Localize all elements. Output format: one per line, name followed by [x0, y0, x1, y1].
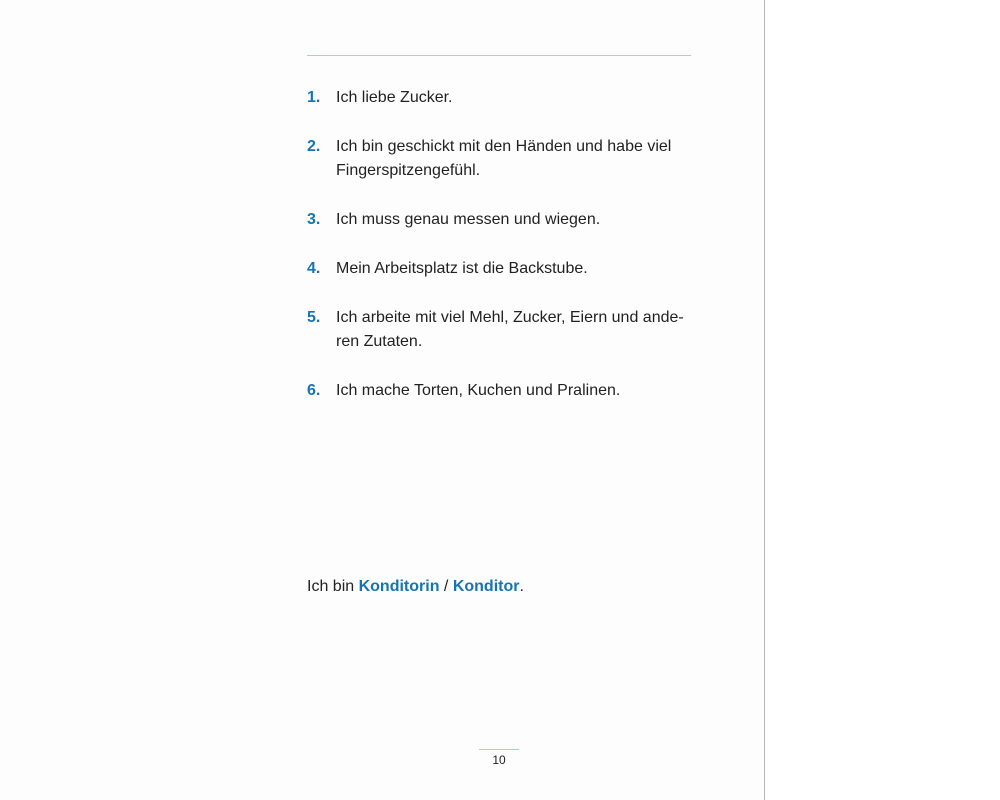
statement-text: Ich mache Torten, Kuchen und Pralinen.	[336, 382, 621, 399]
answer-suffix: .	[519, 578, 524, 595]
statement-number: 3.	[307, 211, 321, 228]
answer-term-female: Konditorin	[358, 578, 440, 595]
statement-item	[307, 86, 707, 110]
statement-item	[307, 135, 707, 183]
statement-item	[307, 379, 707, 403]
statement-text: Ich muss genau messen und wiegen.	[336, 211, 601, 228]
statement-text: Ich arbeite mit viel Mehl, Zucker, Eiern und ande- ren Zutaten.	[336, 309, 684, 350]
statement-item	[307, 257, 707, 281]
statement-item	[307, 306, 707, 354]
right-margin	[765, 0, 1000, 800]
statement-text: Ich bin geschickt mit den Händen und habe viel Fingerspitzengefühl.	[336, 138, 672, 179]
statement-number: 6.	[307, 382, 321, 399]
statement-list	[307, 86, 707, 428]
footer-divider	[479, 749, 519, 750]
statement-number: 1.	[307, 89, 321, 106]
statement-text: Ich liebe Zucker.	[336, 89, 453, 106]
answer-prefix: Ich bin	[307, 578, 359, 595]
statement-number: 5.	[307, 309, 321, 326]
answer-separator: /	[439, 578, 453, 595]
statement-item	[307, 208, 707, 232]
statement-number: 2.	[307, 138, 321, 155]
statement-text: Mein Arbeitsplatz ist die Backstube.	[336, 260, 588, 277]
answer-term-male: Konditor	[452, 578, 520, 595]
page-number: 10	[492, 753, 506, 767]
statement-number: 4.	[307, 260, 321, 277]
answer-sentence	[307, 575, 524, 599]
top-divider	[307, 55, 691, 56]
